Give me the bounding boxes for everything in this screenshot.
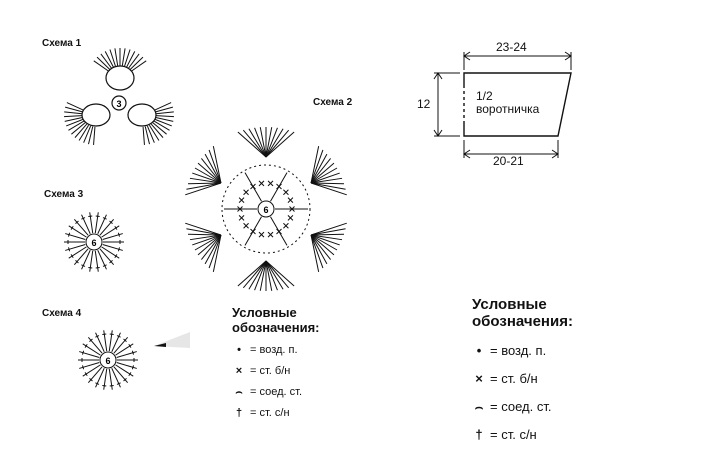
legend-small-title <box>232 306 320 336</box>
stitch-ray-tick <box>102 334 106 335</box>
legend-small-item <box>232 403 320 424</box>
legend-small-title-line2: обозначения: <box>232 319 320 335</box>
stitch-ray-tick <box>132 351 133 355</box>
stitch-ray-tick <box>88 267 92 268</box>
legend-large-item-text: = соед. ст. <box>490 399 552 414</box>
stitch-ray <box>112 368 121 387</box>
stitch-ray-tick <box>110 334 114 335</box>
stitch-ray-tick <box>118 247 119 251</box>
stitch-ray <box>82 215 91 234</box>
legend-small <box>232 306 320 424</box>
spoke <box>271 217 288 246</box>
stitch-ray <box>114 367 128 383</box>
height-label: 12 <box>417 97 431 111</box>
stitch-ray <box>82 250 91 269</box>
stitch-ray-tick <box>88 216 92 217</box>
collar-label <box>476 90 539 116</box>
fan-ray <box>67 103 83 110</box>
fan-ray <box>156 112 174 114</box>
fan-ray <box>243 261 266 288</box>
petal-left <box>82 104 110 126</box>
legend-large <box>472 296 573 449</box>
legend-large-items <box>472 337 573 449</box>
stitch-ray-tick <box>68 233 69 237</box>
fan-ray <box>156 107 173 112</box>
stitch-ray <box>96 368 105 387</box>
stitch-ray <box>96 333 105 352</box>
stitch-ray <box>88 337 102 353</box>
stitch-ray <box>74 249 88 265</box>
stitch-ray <box>109 330 112 351</box>
legend-large-item <box>472 337 573 365</box>
stitch-ray-tick <box>82 365 83 369</box>
stitch-ray <box>98 215 107 234</box>
collar-label-fraction: 1/2 <box>476 89 493 103</box>
single-crochet-icon: × <box>475 371 483 386</box>
legend-large-item <box>472 365 573 393</box>
legend-small-item-text: = соед. ст. <box>250 386 303 399</box>
double-crochet-icon: † <box>475 427 483 442</box>
spoke <box>245 217 262 246</box>
stitch-ray-tick <box>96 267 100 268</box>
stitch-ray <box>100 249 114 265</box>
fan-ray <box>266 128 277 157</box>
stitch-ray-tick <box>102 385 106 386</box>
legend-small-items <box>232 340 320 424</box>
legend-small-item-text: = возд. п. <box>250 344 298 357</box>
legend-large-item <box>472 421 573 449</box>
stitch-ray-tick <box>68 247 69 251</box>
fan-ray <box>156 116 174 117</box>
legend-small-item-text: = ст. б/н <box>250 365 291 378</box>
schema-4-label: Схема 4 <box>42 308 82 319</box>
collar-label-text: воротничка <box>476 102 540 117</box>
schema-3-label: Схема 3 <box>44 189 84 200</box>
stitch-ray <box>100 219 114 235</box>
stitch-ray <box>104 330 107 351</box>
fan-ray <box>64 116 82 117</box>
fan-ray <box>64 112 82 114</box>
chain-stitch-icon: • <box>237 344 241 357</box>
stitch-ray <box>90 251 93 272</box>
stitch-ray <box>98 250 107 269</box>
schema-3-diagram <box>60 208 130 278</box>
schema-1-label: Схема 1 <box>42 38 82 49</box>
stitch-ray-tick <box>118 233 119 237</box>
fan-ray <box>255 261 266 290</box>
schema-2-center: 6 <box>263 205 269 215</box>
stitch-ray <box>114 337 128 353</box>
schema-3-center: 6 <box>91 238 97 248</box>
stitch-ray-tick <box>82 351 83 355</box>
decorative-wedge <box>152 328 192 353</box>
schema-2-label: Схема 2 <box>313 97 353 108</box>
stitch-ray-tick <box>96 216 100 217</box>
fan-ray <box>266 261 289 288</box>
stitch-ray-tick <box>110 385 114 386</box>
legend-small-item <box>232 382 320 403</box>
fan-ray <box>110 50 116 67</box>
chain-stitch-icon: • <box>476 343 482 358</box>
spoke <box>245 173 262 202</box>
fan-ray <box>124 50 130 67</box>
fan-ray <box>122 48 125 66</box>
legend-large-item-text: = ст. с/н <box>490 427 537 442</box>
fan-ray <box>94 127 95 145</box>
spoke <box>271 173 288 202</box>
stitch-ray <box>95 212 98 233</box>
bottom-width-label: 20-21 <box>493 154 524 168</box>
legend-small-item <box>232 361 320 382</box>
legend-large-title-line1: Условные <box>472 296 547 313</box>
fan-ray <box>65 107 82 112</box>
stitch-ray <box>90 212 93 233</box>
stitch-ray <box>74 219 88 235</box>
slip-stitch-icon: ⌢ <box>235 385 243 398</box>
legend-small-item-text: = ст. с/н <box>250 407 290 420</box>
legend-small-item <box>232 340 320 361</box>
stitch-ray <box>95 251 98 272</box>
schema-1-diagram <box>50 40 190 155</box>
schema-4-diagram <box>74 326 144 396</box>
petal-top <box>106 66 134 90</box>
fan-ray <box>243 130 266 157</box>
fan-ray <box>266 130 289 157</box>
fan-ray <box>266 261 277 290</box>
slip-stitch-icon: ⌢ <box>474 398 484 414</box>
stitch-ray <box>109 369 112 390</box>
top-width-label: 23-24 <box>496 40 527 54</box>
legend-large-item-text: = возд. п. <box>490 343 547 358</box>
schema-4-center: 6 <box>105 356 111 366</box>
legend-large-title-line2: обозначения: <box>472 313 573 331</box>
fan-ray <box>155 103 171 110</box>
single-crochet-icon: × <box>235 365 243 378</box>
stitch-ray <box>104 369 107 390</box>
schema-2-diagram <box>170 125 365 290</box>
stitch-ray <box>88 367 102 383</box>
petal-right <box>128 104 156 126</box>
stitch-ray <box>112 333 121 352</box>
stitch-ray-tick <box>132 365 133 369</box>
fan-ray <box>188 183 221 184</box>
double-crochet-icon: † <box>235 407 243 420</box>
legend-small-title-line1: Условные <box>232 305 297 320</box>
fan-ray <box>143 127 144 145</box>
fan-ray <box>311 234 344 235</box>
legend-large-title <box>472 296 573 331</box>
fan-ray <box>115 48 118 66</box>
schema-1-center: 3 <box>116 99 122 109</box>
legend-large-item <box>472 393 573 421</box>
fan-ray <box>255 128 266 157</box>
legend-large-item-text: = ст. б/н <box>490 371 538 386</box>
